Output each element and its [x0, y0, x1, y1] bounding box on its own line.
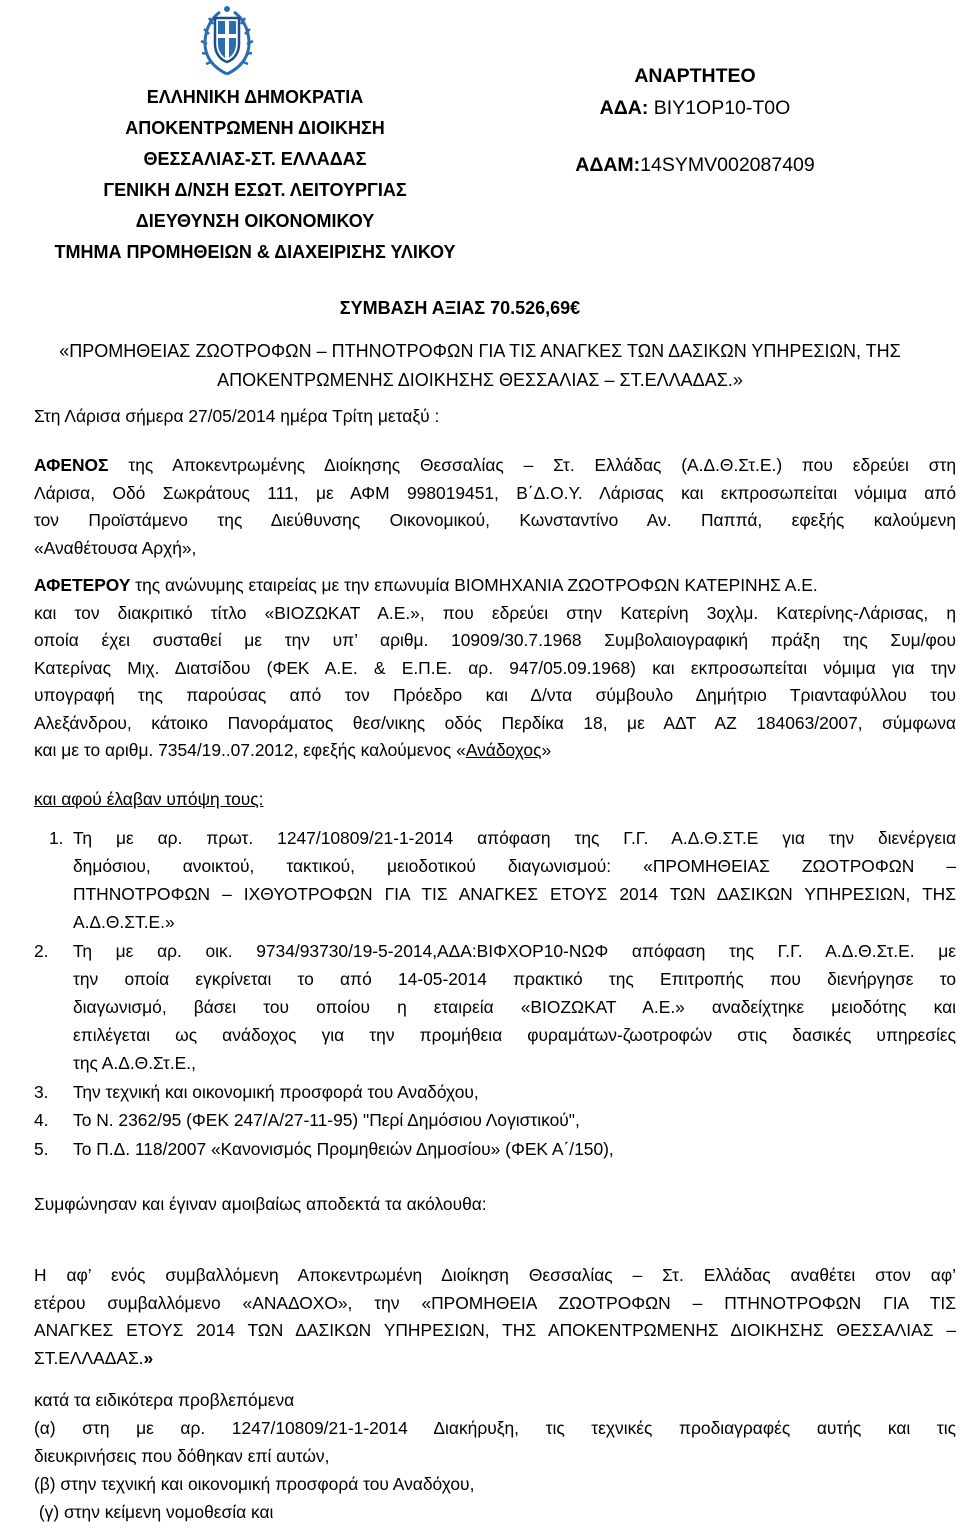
ada-label: ΑΔΑ:: [599, 97, 649, 119]
first-party-text: τον Προϊστάμενο της Διεύθυνσης Οικονομικού, Κωνσταντίνο Αν. Παππά, εφεξής καλούμενη: [34, 510, 956, 530]
second-party-lead: ΑΦΕΤΕΡΟΥ: [34, 575, 131, 595]
list-text: Το Π.Δ. 118/2007 «Κανονισμός Προμηθειών Δημοσίου» (ΦΕΚ Α΄/150),: [73, 1139, 614, 1159]
list-number: 4.: [34, 1110, 49, 1130]
list-number: 2.: [34, 941, 49, 961]
adam-value: 14SYMV002087409: [640, 154, 815, 176]
first-party-text: της Αποκεντρωμένης Διοίκησης Θεσσαλίας – Στ. Ελλάδας (Α.Δ.Θ.Στ.Ε.) που εδρεύει στη: [108, 455, 956, 475]
specifics-c: (γ) στην κείμενη νομοθεσία και: [34, 1502, 274, 1522]
assignment-text: Η αφ’ ενός συμβαλλόμενη Αποκεντρωμένη Διοίκηση Θεσσαλίας – Στ. Ελλάδας αναθέτει στον αφ’: [34, 1265, 956, 1285]
list-text: επιλέγεται ως ανάδοχος για την προμήθεια φυραμάτων-ζωοτροφών στις δασικές υπηρεσίες: [73, 1025, 956, 1045]
contract-subject-line: ΑΠΟΚΕΝΤΡΩΜΕΝΗΣ ΔΙΟΙΚΗΣΗΣ ΘΕΣΣΑΛΙΑΣ – ΣΤ.ΕΛΛΑΔΑΣ.»: [217, 370, 743, 390]
contractor-term: Ανάδοχος: [465, 740, 542, 760]
second-party-text: και τον διακριτικό τίτλο «ΒΙΟΖΩΚΑΤ Α.Ε.», που εδρεύει στην Κατερίνη 3οχλμ. Κατερίνης-Λάρισας, η: [34, 602, 956, 623]
list-text: Α.Δ.Θ.ΣΤ.Ε.»: [73, 912, 175, 932]
list-text: Τη με αρ. οικ. 9734/93730/19-5-2014,ΑΔΑ:ΒΙΦΧΟΡ10-ΝΩΦ απόφαση της Γ.Γ. Α.Δ.Θ.Στ.Ε. με: [73, 941, 956, 961]
agreement-line: Συμφώνησαν και έγιναν αμοιβαίως αποδεκτά τα ακόλουθα:: [34, 1194, 487, 1214]
list-text: την οποία εγκρίνεται το από 14-05-2014 πρακτικό της Επιτροπής που διενήργησε το: [73, 969, 956, 989]
assignment-text: ΑΝΑΓΚΕΣ ΕΤΟΥΣ 2014 ΤΩΝ ΔΑΣΙΚΩΝ ΥΠΗΡΕΣΙΩΝ, ΤΗΣ ΑΠΟΚΕΝΤΡΩΜΕΝΗΣ ΔΙΟΙΚΗΣΗΣ ΘΕΣΣΑΛΙΑΣ –: [34, 1320, 956, 1340]
adam-label: ΑΔΑΜ:: [575, 154, 641, 176]
second-party-text: υπογραφή της παρούσας από τον Πρόεδρο και Δ/ντα σύμβουλο Δημήτριο Τριανταφύλλου του: [34, 685, 956, 705]
second-party-text: οποία έχει συσταθεί με την υπ’ αριθμ. 10909/30.7.1968 Συμβολαιογραφική πράξη της Συμ/φου: [34, 630, 956, 650]
assignment-text: ετέρου συμβαλλόμενο «ΑΝΑΔΟΧΟ», την «ΠΡΟΜΗΘΕΙΑ ΖΩΟΤΡΟΦΩΝ – ΠΤΗΝΟΤΡΟΦΩΝ ΓΙΑ ΤΙΣ: [34, 1292, 956, 1313]
second-party-text: Αλεξάνδρου, κάτοικο Πανοράματος θεσ/νικης οδός Περδίκα 18, με ΑΔΤ ΑΖ 184063/2007, σύμφωνα: [34, 712, 956, 733]
list-text: ΠΤΗΝΟΤΡΟΦΩΝ – ΙΧΘΥΟΤΡΟΦΩΝ ΓΙΑ ΤΙΣ ΑΝΑΓΚΕΣ ΕΤΟΥΣ 2014 ΤΩΝ ΔΑΣΙΚΩΝ ΥΠΗΡΕΣΙΩΝ, ΤΗΣ: [73, 884, 956, 904]
issuer-line: ΔΙΕΥΘΥΝΣΗ ΟΙΚΟΝΟΜΙΚΟΥ: [135, 211, 375, 231]
specifics-text: (α) στη με αρ. 1247/10809/21-1-2014 Διακήρυξη, τις τεχνικές προδιαγραφές αυτής και τις: [34, 1418, 956, 1438]
first-party-text: Λάρισα, Οδό Σωκράτους 111, με ΑΦΜ 998019451, Β΄Δ.Ο.Υ. Λάρισας και εκπροσωπείται νόμιμα από: [34, 482, 956, 503]
date-line: Στη Λάρισα σήμερα 27/05/2014 ημέρα Τρίτη μεταξύ :: [34, 406, 440, 426]
specifics-text: διευκρινήσεις που δόθηκαν επί αυτών,: [34, 1445, 330, 1466]
list-number: 1.: [49, 828, 64, 848]
contract-title: ΣΥΜΒΑΣΗ ΑΞΙΑΣ 70.526,69€: [339, 298, 581, 318]
list-text: δημόσιου, ανοικτού, τακτικού, μειοδοτικού διαγωνισμού: «ΠΡΟΜΗΘΕΙΑΣ ΖΩΟΤΡΟΦΩΝ –: [73, 856, 956, 876]
issuer-line: ΤΜΗΜΑ ΠΡΟΜΗΘΕΙΩΝ & ΔΙΑΧΕΙΡΙΣΗΣ ΥΛΙΚΟΥ: [54, 242, 456, 262]
issuer-block: [20, 82, 490, 268]
first-party-lead: ΑΦΕΝΟΣ: [34, 455, 109, 475]
issuer-line: ΓΕΝΙΚΗ Δ/ΝΣΗ ΕΣΩΤ. ΛΕΙΤΟΥΡΓΙΑΣ: [103, 180, 407, 200]
posted-label: ΑΝΑΡΤΗΤΕΟ: [634, 65, 756, 87]
quote-close: »: [143, 1347, 154, 1368]
specifics-b: (β) στην τεχνική και οικονομική προσφορά του Αναδόχου,: [34, 1474, 475, 1494]
considering-heading: και αφού έλαβαν υπόψη τους:: [34, 789, 264, 809]
first-party-paragraph: [34, 452, 956, 562]
ada-value: ΒΙΥ1ΟΡ10-Τ0Ο: [648, 97, 791, 119]
list-text: Την τεχνική και οικονομική προσφορά του Αναδόχου,: [73, 1082, 479, 1102]
specifics-a: [34, 1415, 956, 1470]
list-text: Το Ν. 2362/95 (ΦΕΚ 247/Α/27-11-95) "Περί Δημόσιου Λογιστικού",: [73, 1110, 580, 1130]
contract-subject-line: «ΠΡΟΜΗΘΕΙΑΣ ΖΩΟΤΡΟΦΩΝ – ΠΤΗΝΟΤΡΟΦΩΝ ΓΙΑ ΤΙΣ ΑΝΑΓΚΕΣ ΤΩΝ ΔΑΣΙΚΩΝ ΥΠΗΡΕΣΙΩΝ, ΤΗΣ: [59, 341, 901, 361]
list-text: της Α.Δ.Θ.Στ.Ε.,: [73, 1053, 196, 1073]
list-text: διαγωνισμό, βάσει του οποίου η εταιρεία «ΒΙΟΖΩΚΑΤ Α.Ε.» αναδείχτηκε μειοδότης και: [73, 997, 956, 1017]
first-party-text: «Αναθέτουσα Αρχή»,: [34, 537, 197, 558]
second-party-text: και με το αριθμ. 7354/19..07.2012, εφεξής καλούμενος «: [34, 740, 466, 760]
assignment-text: ΣΤ.ΕΛΛΑΔΑΣ.: [34, 1347, 144, 1368]
quote-close: »: [541, 740, 552, 760]
second-party-text: Κατερίνας Μιχ. Διατσίδου (ΦΕΚ Α.Ε. & Ε.Π.Ε. αρ. 947/05.09.1968) και εκπροσωπείται νόμιμα για την: [34, 657, 956, 678]
second-party-text: της ανώνυμης εταιρείας με την επωνυμία ΒΙΟΜΗΧΑΝΙΑ ΖΩΟΤΡΟΦΩΝ ΚΑΤΕΡΙΝΗΣ Α.Ε.: [130, 575, 818, 595]
list-text: Τη με αρ. πρωτ. 1247/10809/21-1-2014 απόφαση της Γ.Γ. Α.Δ.Θ.ΣΤ.Ε για την διενέργεια: [73, 828, 956, 848]
assignment-paragraph: [34, 1262, 956, 1372]
issuer-line: ΘΕΣΣΑΛΙΑΣ-ΣΤ. ΕΛΛΑΔΑΣ: [143, 149, 367, 169]
specifics-intro: κατά τα ειδικότερα προβλεπόμενα: [34, 1390, 295, 1410]
list-number: 3.: [34, 1082, 49, 1102]
list-number: 5.: [34, 1139, 49, 1159]
issuer-line: ΑΠΟΚΕΝΤΡΩΜΕΝΗ ΔΙΟΙΚΗΣΗ: [125, 118, 385, 138]
second-party-paragraph: [34, 572, 956, 765]
greek-coat-of-arms-icon: [196, 4, 258, 78]
issuer-line: ΕΛΛΗΝΙΚΗ ΔΗΜΟΚΡΑΤΙΑ: [146, 87, 364, 107]
posting-info: [555, 60, 835, 181]
